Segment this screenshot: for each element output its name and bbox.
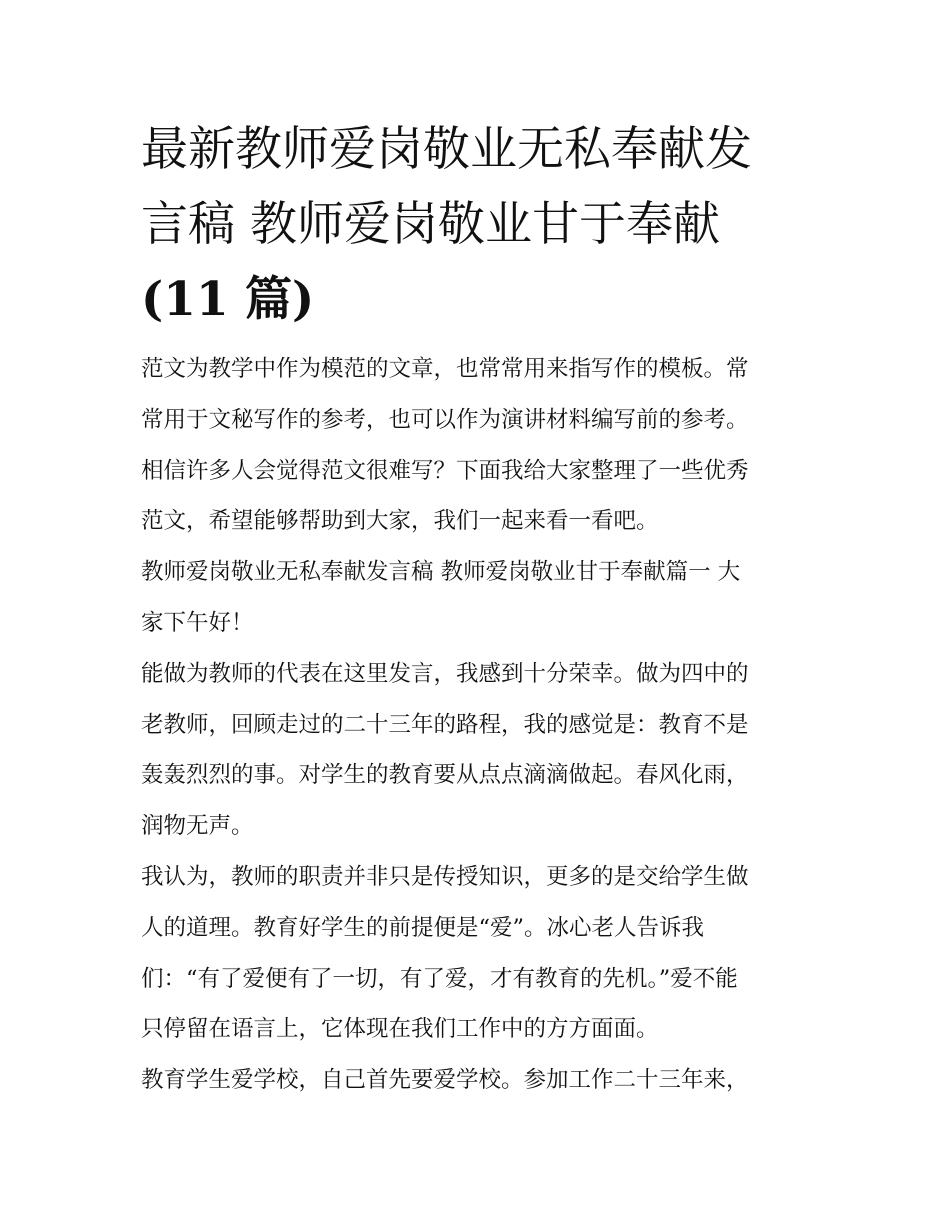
- text-line: 相信许多人会觉得范文很难写？下面我给大家整理了一些优秀: [141, 457, 749, 484]
- paragraph-intro: [141, 344, 821, 547]
- text-line: 老教师，回顾走过的二十三年的路程，我的感觉是：教育不是: [141, 711, 749, 738]
- text-line: 只停留在语言上，它体现在我们工作中的方方面面。: [141, 1016, 659, 1043]
- title-line: (11 篇): [141, 272, 315, 327]
- text-line: 人的道理。教育好学生的前提便是“爱”。冰心老人告诉我: [141, 914, 705, 941]
- document-body: [141, 344, 821, 1106]
- document-content: [141, 112, 821, 1106]
- text-line: 润物无声。: [141, 813, 254, 840]
- text-line: 常用于文秘写作的参考，也可以作为演讲材料编写前的参考。: [141, 406, 749, 433]
- document-title: [141, 112, 821, 337]
- text-line: 能做为教师的代表在这里发言，我感到十分荣幸。做为四中的: [141, 660, 749, 687]
- paragraph-body: [141, 1055, 821, 1106]
- title-line: 言稿 教师爱岗敬业甘于奉献: [141, 197, 720, 252]
- text-line: 轰轰烈烈的事。对学生的教育要从点点滴滴做起。春风化雨，: [141, 762, 749, 789]
- paragraph-body: [141, 852, 821, 1055]
- text-line: 我认为，教师的职责并非只是传授知识，更多的是交给学生做: [141, 863, 749, 890]
- text-line: 范文，希望能够帮助到大家，我们一起来看一看吧。: [141, 508, 659, 535]
- text-line: 教育学生爱学校，自己首先要爱学校。参加工作二十三年来，: [141, 1067, 749, 1094]
- text-line: 范文为教学中作为模范的文章，也常常用来指写作的模板。常: [141, 356, 749, 382]
- paragraph-body: [141, 649, 821, 852]
- title-line: 最新教师爱岗敬业无私奉献发: [141, 122, 752, 177]
- text-line: 家下午好！: [141, 609, 254, 636]
- paragraph-section-heading: [141, 547, 821, 649]
- text-line: 教师爱岗敬业无私奉献发言稿 教师爱岗敬业甘于奉献篇一 大: [141, 559, 741, 586]
- text-line: 们：“有了爱便有了一切，有了爱，才有教育的先机。”爱不能: [141, 965, 738, 992]
